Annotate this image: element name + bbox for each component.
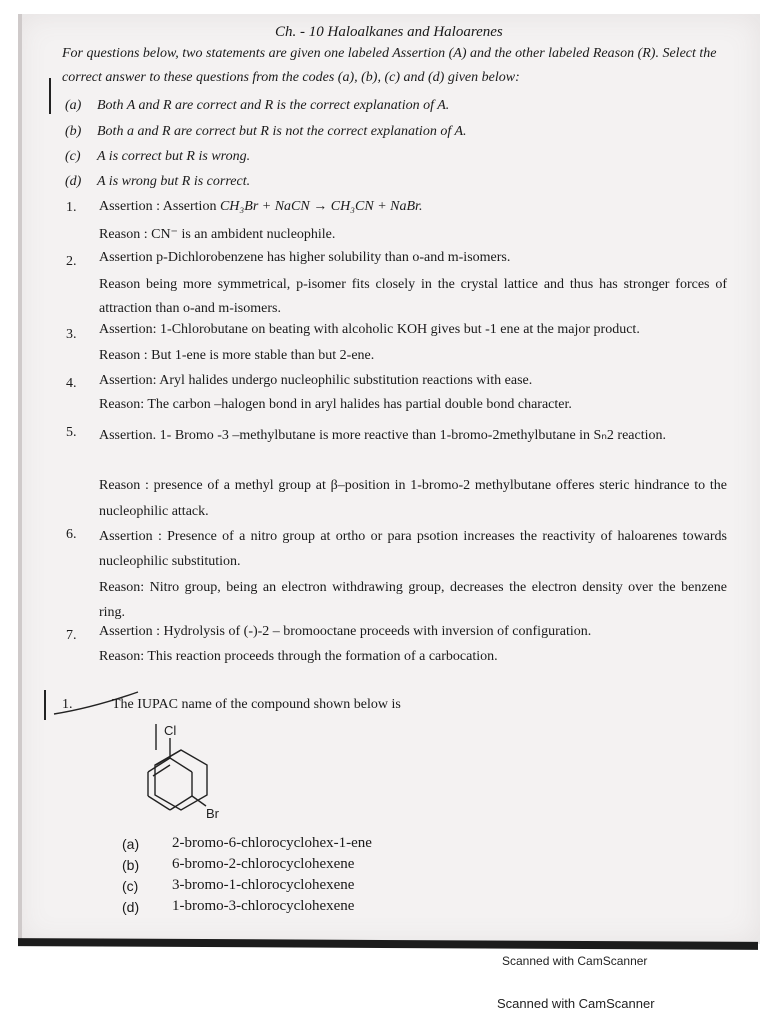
chlorine-label: Cl <box>164 723 177 738</box>
question-number: 4. <box>66 376 77 391</box>
assertion: Assertion: 1-Chlorobutane on beating with alcoholic KOH gives but -1 ene at the major product. <box>99 322 640 337</box>
page-edge <box>18 14 22 944</box>
option-text: 6-bromo-2-chlorocyclohexene <box>172 856 355 872</box>
chapter-title: Ch. - 10 Haloalkanes and Haloarenes <box>275 24 503 40</box>
option-key: (d) <box>122 899 140 915</box>
reason: Reason: Nitro group, being an electron withdrawing group, decreases the electron density over the benzene ring. <box>99 580 727 620</box>
margin-pen-mark-bottom <box>44 690 46 720</box>
question-number: 3. <box>66 327 77 342</box>
reason: Reason: The carbon –halogen bond in aryl halides has partial double bond character. <box>99 397 572 412</box>
code-text: A is wrong but R is correct. <box>97 174 251 189</box>
code-text: Both a and R are correct but R is not the correct explanation of A. <box>97 124 467 139</box>
option-text: 1-bromo-3-chlorocyclohexene <box>172 898 355 914</box>
structure-bonds <box>140 722 250 832</box>
option-key: (a) <box>122 836 140 852</box>
mcq-number: 1. <box>62 697 73 712</box>
mcq-question: The IUPAC name of the compound shown below is <box>112 697 401 712</box>
code-key: (d) <box>65 174 82 189</box>
assertion-prefix: Assertion : Assertion <box>99 199 220 214</box>
assertion <box>99 199 422 215</box>
assertion: Assertion: Aryl halides undergo nucleophilic substitution reactions with ease. <box>99 373 533 388</box>
option-key: (c) <box>122 878 139 894</box>
reason: Reason : presence of a methyl group at β–position in 1-bromo-2 methylbutane offeres steric hindrance to the nucleophilic attack. <box>99 478 727 519</box>
reason: Reason: This reaction proceeds through the formation of a carbocation. <box>99 649 498 664</box>
code-key: (a) <box>65 98 82 113</box>
code-text: Both A and R are correct and R is the correct explanation of A. <box>97 98 450 113</box>
assertion: Assertion : Hydrolysis of (-)-2 – bromooctane proceeds with inversion of configuration. <box>99 624 592 639</box>
code-text: A is correct but R is wrong. <box>97 149 251 164</box>
margin-pen-mark-top <box>49 78 51 114</box>
assertion: Assertion. 1- Bromo -3 –methylbutane is more reactive than 1-bromo-2methylbutane in Sₙ2 reaction. <box>99 428 666 443</box>
question-number: 5. <box>66 425 77 440</box>
reaction-equation: CH₃Br + NaCN → CH₃CN + NaBr. <box>219 199 423 214</box>
code-key: (c) <box>65 149 81 164</box>
option-key: (b) <box>122 857 140 873</box>
code-key: (b) <box>65 124 82 139</box>
question-number: 7. <box>66 628 77 643</box>
option-text: 3-bromo-1-chlorocyclohexene <box>172 877 355 893</box>
assertion: Assertion p-Dichlorobenzene has higher solubility than o-and m-isomers. <box>99 250 511 265</box>
bromine-label: Br <box>206 806 219 821</box>
question-number: 1. <box>66 200 77 215</box>
reason: Reason : But 1-ene is more stable than but 2-ene. <box>99 348 375 363</box>
question-number: 6. <box>66 527 77 542</box>
instructions-text: For questions below, two statements are given one labeled Assertion (A) and the other labeled Reason (R). Select the correct answer to these questions from the codes (a), (b), (c) and (d) given below: <box>62 46 717 85</box>
scanner-watermark: Scanned with CamScanner <box>502 954 648 968</box>
assertion: Assertion : Presence of a nitro group at ortho or para psotion increases the reactivity of haloarenes towards nucleophilic substitution. <box>99 529 727 569</box>
question-number: 2. <box>66 254 77 269</box>
option-text: 2-bromo-6-chlorocyclohex-1-ene <box>172 835 372 851</box>
reason: Reason : CN⁻ is an ambident nucleophile. <box>99 227 336 242</box>
scanner-watermark-secondary: Scanned with CamScanner <box>497 996 655 1011</box>
reason: Reason being more symmetrical, p-isomer fits closely in the crystal lattice and thus has stronger forces of attraction than o-and m-isomers. <box>99 277 727 316</box>
